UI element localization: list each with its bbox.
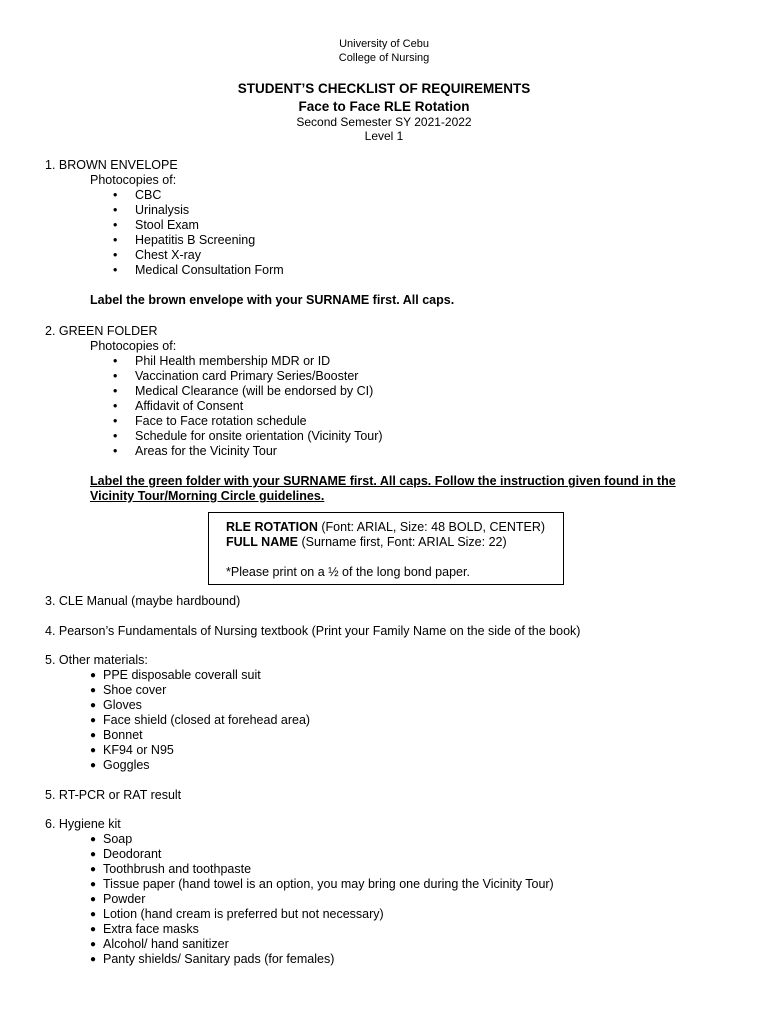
- green-folder-note-line2: Vicinity Tour/Morning Circle guidelines.: [90, 489, 325, 503]
- label-format-box: [208, 512, 564, 585]
- list-item: • Chest X-ray: [113, 248, 454, 263]
- level-text: Level 1: [364, 129, 404, 143]
- brown-envelope-note: Label the brown envelope with your SURNAME first. All caps.: [90, 293, 455, 307]
- list-item: • Medical Clearance (will be endorsed by CI): [113, 384, 676, 399]
- section-heading: 1. BROWN ENVELOPE: [45, 158, 178, 172]
- list-item: • Affidavit of Consent: [113, 399, 676, 414]
- section-rtpcr: 5. RT-PCR or RAT result: [45, 788, 182, 802]
- list-item: • Vaccination card Primary Series/Booster: [113, 369, 676, 384]
- university-name: University of Cebu: [339, 38, 429, 50]
- institution-header: [0, 37, 768, 65]
- section-heading: 6. Hygiene kit: [45, 817, 121, 831]
- section-pearson-textbook: 4. Pearson’s Fundamentals of Nursing textbook (Print your Family Name on the side of the book): [45, 624, 581, 638]
- list-item: • Phil Health membership MDR or ID: [113, 354, 676, 369]
- list-item: ● Shoe cover: [90, 683, 310, 698]
- list-item: • Hepatitis B Screening: [113, 233, 454, 248]
- list-item: ● PPE disposable coverall suit: [90, 668, 310, 683]
- list-item: • Urinalysis: [113, 203, 454, 218]
- list-item: ● Panty shields/ Sanitary pads (for females): [90, 952, 554, 967]
- list-item: ● Deodorant: [90, 847, 554, 862]
- section-other-materials: [45, 653, 310, 773]
- semester-text: Second Semester SY 2021-2022: [296, 115, 472, 129]
- green-folder-note-line1: Label the green folder with your SURNAME first. All caps. Follow the instruction given found in the: [90, 474, 676, 488]
- document-title-block: [0, 80, 768, 115]
- document-subtitle: Face to Face RLE Rotation: [298, 99, 470, 114]
- list-item: • Medical Consultation Form: [113, 263, 454, 278]
- brown-envelope-list: [45, 188, 454, 278]
- list-item: ● KF94 or N95: [90, 743, 310, 758]
- section-green-folder: [45, 324, 676, 504]
- section-brown-envelope: [45, 158, 454, 308]
- list-item: ● Tissue paper (hand towel is an option, you may bring one during the Vicinity Tour): [90, 877, 554, 892]
- box-line-name: [226, 535, 563, 550]
- list-item: • Schedule for onsite orientation (Vicinity Tour): [113, 429, 676, 444]
- section-heading: 2. GREEN FOLDER: [45, 324, 158, 338]
- document-title: STUDENT’S CHECKLIST OF REQUIREMENTS: [237, 81, 531, 96]
- box-name-label: FULL NAME: [226, 535, 298, 549]
- list-item: ● Soap: [90, 832, 554, 847]
- section-intro: Photocopies of:: [90, 339, 177, 353]
- box-line-rle: [226, 520, 563, 535]
- list-item: • Stool Exam: [113, 218, 454, 233]
- list-item: ● Gloves: [90, 698, 310, 713]
- section-intro: Photocopies of:: [90, 173, 177, 187]
- document-meta: [0, 115, 768, 143]
- list-item: • CBC: [113, 188, 454, 203]
- box-rle-label: RLE ROTATION: [226, 520, 318, 534]
- list-item: ● Face shield (closed at forehead area): [90, 713, 310, 728]
- list-item: ● Bonnet: [90, 728, 310, 743]
- list-item: • Areas for the Vicinity Tour: [113, 444, 676, 459]
- green-folder-list: [45, 354, 676, 459]
- list-item: ● Goggles: [90, 758, 310, 773]
- section-cle-manual: 3. CLE Manual (maybe hardbound): [45, 594, 241, 608]
- list-item: • Face to Face rotation schedule: [113, 414, 676, 429]
- list-item: ● Toothbrush and toothpaste: [90, 862, 554, 877]
- box-rle-spec: (Font: ARIAL, Size: 48 BOLD, CENTER): [317, 520, 546, 534]
- other-materials-list: [45, 668, 310, 773]
- section-hygiene-kit: [45, 817, 554, 967]
- list-item: ● Alcohol/ hand sanitizer: [90, 937, 554, 952]
- list-item: ● Extra face masks: [90, 922, 554, 937]
- list-item: ● Powder: [90, 892, 554, 907]
- section-heading: 5. Other materials:: [45, 653, 148, 667]
- college-name: College of Nursing: [338, 52, 430, 64]
- box-name-spec: (Surname first, Font: ARIAL Size: 22): [298, 535, 507, 549]
- list-item: ● Lotion (hand cream is preferred but not necessary): [90, 907, 554, 922]
- box-print-note: *Please print on a ½ of the long bond paper.: [226, 565, 470, 579]
- hygiene-kit-list: [45, 832, 554, 967]
